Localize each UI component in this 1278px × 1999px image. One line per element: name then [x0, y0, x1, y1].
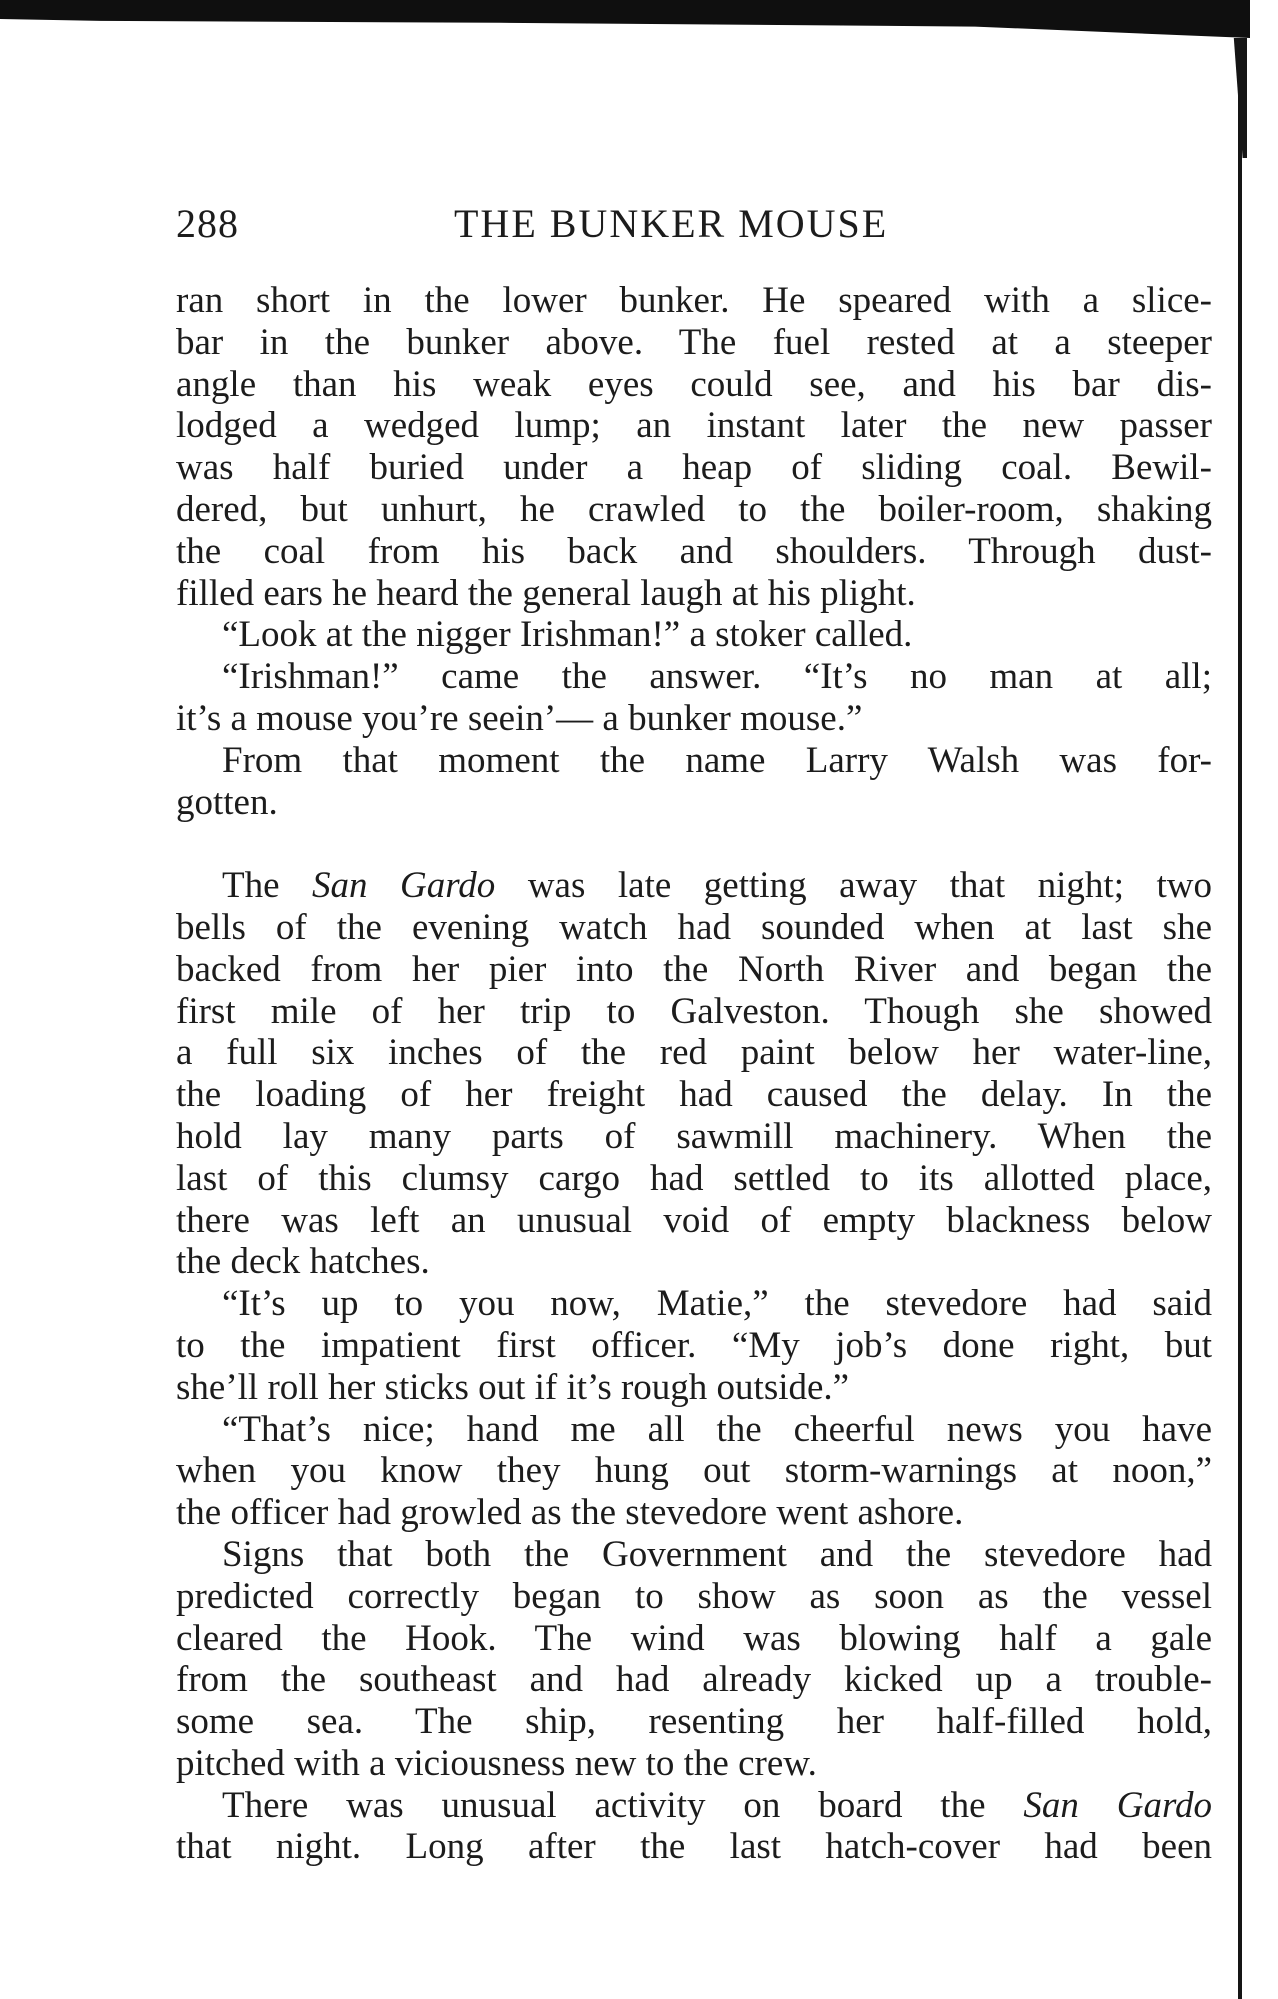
text-line: pitched with a viciousness new to the crew. [176, 1742, 817, 1784]
ship-name: San Gardo [1023, 1784, 1213, 1826]
text-line: some sea. The ship, resenting her half-filled hold, [176, 1701, 1212, 1743]
text-line: angle than his weak eyes could see, and his bar dis- [176, 363, 1212, 405]
text-segment: There was unusual activity on board the [222, 1784, 986, 1826]
ship-name: San Gardo [312, 865, 496, 907]
text-line: filled ears he heard the general laugh at his plight. [176, 572, 916, 614]
text-line: cleared the Hook. The wind was blowing half a gale [176, 1617, 1212, 1659]
text-line: that night. Long after the last hatch-cover had been [176, 1826, 1212, 1868]
text-line: when you know they hung out storm-warnings at noon,” [176, 1450, 1212, 1492]
text-line: there was left an unusual void of empty blackness below [176, 1199, 1212, 1241]
page-number: 288 [176, 201, 239, 246]
text-line [176, 865, 1212, 907]
section-break [176, 823, 1212, 865]
text-line: From that moment the name Larry Walsh was for- [222, 739, 1212, 781]
text-line: dered, but unhurt, he crawled to the boiler-room, shaking [176, 488, 1212, 530]
text-line: she’ll roll her sticks out if it’s rough outside.” [176, 1366, 850, 1408]
text-line: from the southeast and had already kicked up a trouble- [176, 1659, 1212, 1701]
text-line: last of this clumsy cargo had settled to its allotted place, [176, 1157, 1212, 1199]
text-line: Signs that both the Government and the stevedore had [222, 1533, 1212, 1575]
text-line: first mile of her trip to Galveston. Though she showed [176, 990, 1212, 1032]
text-line [176, 1785, 1212, 1827]
text-line: lodged a wedged lump; an instant later the new passer [176, 405, 1212, 447]
text-line: bells of the evening watch had sounded when at last she [176, 906, 1212, 948]
text-line: it’s a mouse you’re seein’— a bunker mouse.” [176, 697, 863, 739]
text-line: hold lay many parts of sawmill machinery. When the [176, 1115, 1212, 1157]
text-line: gotten. [176, 781, 278, 823]
text-line: bar in the bunker above. The fuel rested at a steeper [176, 321, 1212, 363]
text-line: was half buried under a heap of sliding coal. Bewil- [176, 447, 1212, 489]
text-line: the officer had growled as the stevedore went ashore. [176, 1492, 964, 1534]
text-line: the coal from his back and shoulders. Through dust- [176, 530, 1212, 572]
text-line: a full six inches of the red paint below her water-line, [176, 1032, 1212, 1074]
text-line: predicted correctly began to show as soon as the vessel [176, 1575, 1212, 1617]
body-text [176, 280, 1212, 1868]
running-title: THE BUNKER MOUSE [454, 201, 889, 246]
text-line: backed from her pier into the North River and began the [176, 948, 1212, 990]
text-line: to the impatient first officer. “My job’s done right, but [176, 1324, 1212, 1366]
scan-right-edge [1238, 60, 1258, 1999]
text-line: ran short in the lower bunker. He speared with a slice- [176, 280, 1212, 321]
text-segment: The [222, 865, 280, 907]
scan-top-shadow [0, 0, 1250, 38]
text-line: “Look at the nigger Irishman!” a stoker called. [222, 614, 913, 656]
text-line: “Irishman!” came the answer. “It’s no man at all; [222, 656, 1212, 698]
text-line: the loading of her freight had caused the delay. In the [176, 1074, 1212, 1116]
running-head [176, 200, 956, 260]
text-segment: was late getting away that night; two [527, 865, 1213, 907]
text-line: “That’s nice; hand me all the cheerful news you have [222, 1408, 1212, 1450]
text-line: the deck hatches. [176, 1241, 430, 1283]
text-line: “It’s up to you now, Matie,” the stevedore had said [222, 1283, 1212, 1325]
